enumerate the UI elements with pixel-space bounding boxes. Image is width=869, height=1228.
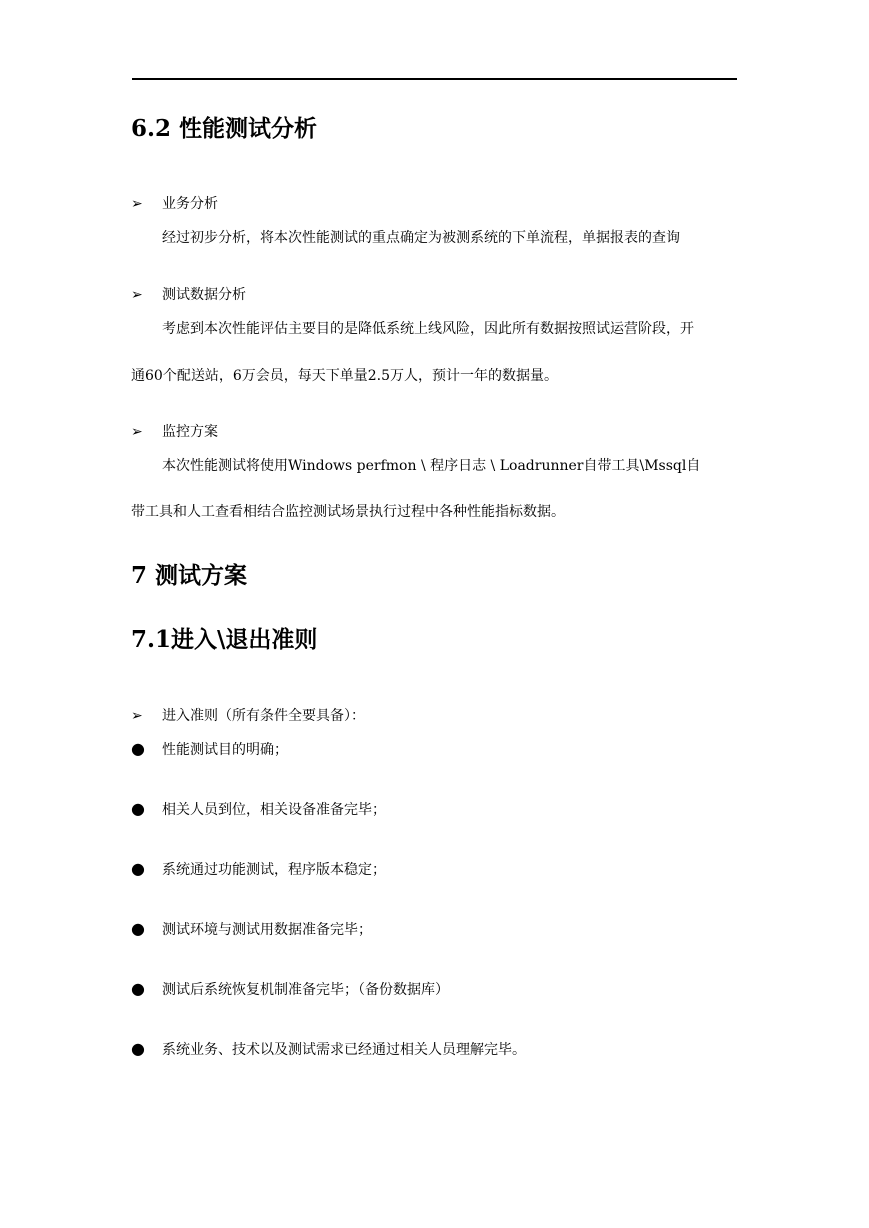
arrow-bullet-icon: ➢ (131, 708, 143, 724)
list-item: ● 测试后系统恢复机制准备完毕；（备份数据库） (131, 979, 449, 998)
business-analysis-label: 业务分析 (162, 196, 218, 212)
monitoring-plan-item (131, 422, 218, 442)
header-rule (132, 78, 737, 80)
arrow-bullet-icon: ➢ (131, 424, 143, 440)
business-analysis-text: 经过初步分析，将本次性能测试的重点确定为被测系统的下单流程，单据报表的查询 (162, 230, 680, 246)
heading-7: 7 测试方案 (131, 562, 248, 589)
round-bullet-icon: ● (131, 739, 145, 758)
round-bullet-icon: ● (131, 919, 145, 938)
test-data-analysis-text-cont (131, 366, 737, 386)
arrow-bullet-icon: ➢ (131, 196, 143, 212)
list-item: ● 相关人员到位，相关设备准备完毕； (131, 799, 386, 818)
arrow-bullet-icon: ➢ (131, 287, 143, 303)
test-data-analysis-item (131, 285, 246, 305)
round-bullet-icon: ● (131, 979, 145, 998)
heading-6-2: 6.2 性能测试分析 (131, 115, 318, 142)
round-bullet-icon: ● (131, 799, 145, 818)
monitoring-plan-text-cont (131, 502, 737, 522)
list-item: ● 系统业务、技术以及测试需求已经通过相关人员理解完毕。 (131, 1039, 526, 1058)
round-bullet-icon: ● (131, 859, 145, 878)
test-data-analysis-label: 测试数据分析 (162, 287, 246, 303)
monitoring-plan-label: 监控方案 (162, 424, 218, 440)
round-bullet-icon: ● (131, 1039, 145, 1058)
business-analysis-item (131, 194, 218, 214)
monitoring-line-1: 本次性能测试将使用Windows perfmon \ 程序日志 \ Loadrunner自带工具\Mssql自 (162, 458, 701, 474)
heading-7-1: 7.1进入\退出准则 (131, 626, 318, 653)
list-item: ● 性能测试目的明确； (131, 739, 288, 758)
entry-criteria-item (131, 706, 365, 726)
test-data-analysis-text (131, 319, 737, 339)
monitoring-plan-text (131, 456, 737, 476)
monitoring-line-2: 带工具和人工查看相结合监控测试场景执行过程中各种性能指标数据。 (131, 504, 565, 520)
test-data-line-1: 考虑到本次性能评估主要目的是降低系统上线风险，因此所有数据按照试运营阶段，开 (162, 321, 694, 337)
list-item: ● 系统通过功能测试，程序版本稳定； (131, 859, 386, 878)
entry-criteria-label: 进入准则（所有条件全要具备）： (162, 708, 365, 724)
list-item: ● 测试环境与测试用数据准备完毕； (131, 919, 372, 938)
test-data-line-2: 通60个配送站，6万会员，每天下单量2.5万人，预计一年的数据量。 (131, 368, 558, 384)
